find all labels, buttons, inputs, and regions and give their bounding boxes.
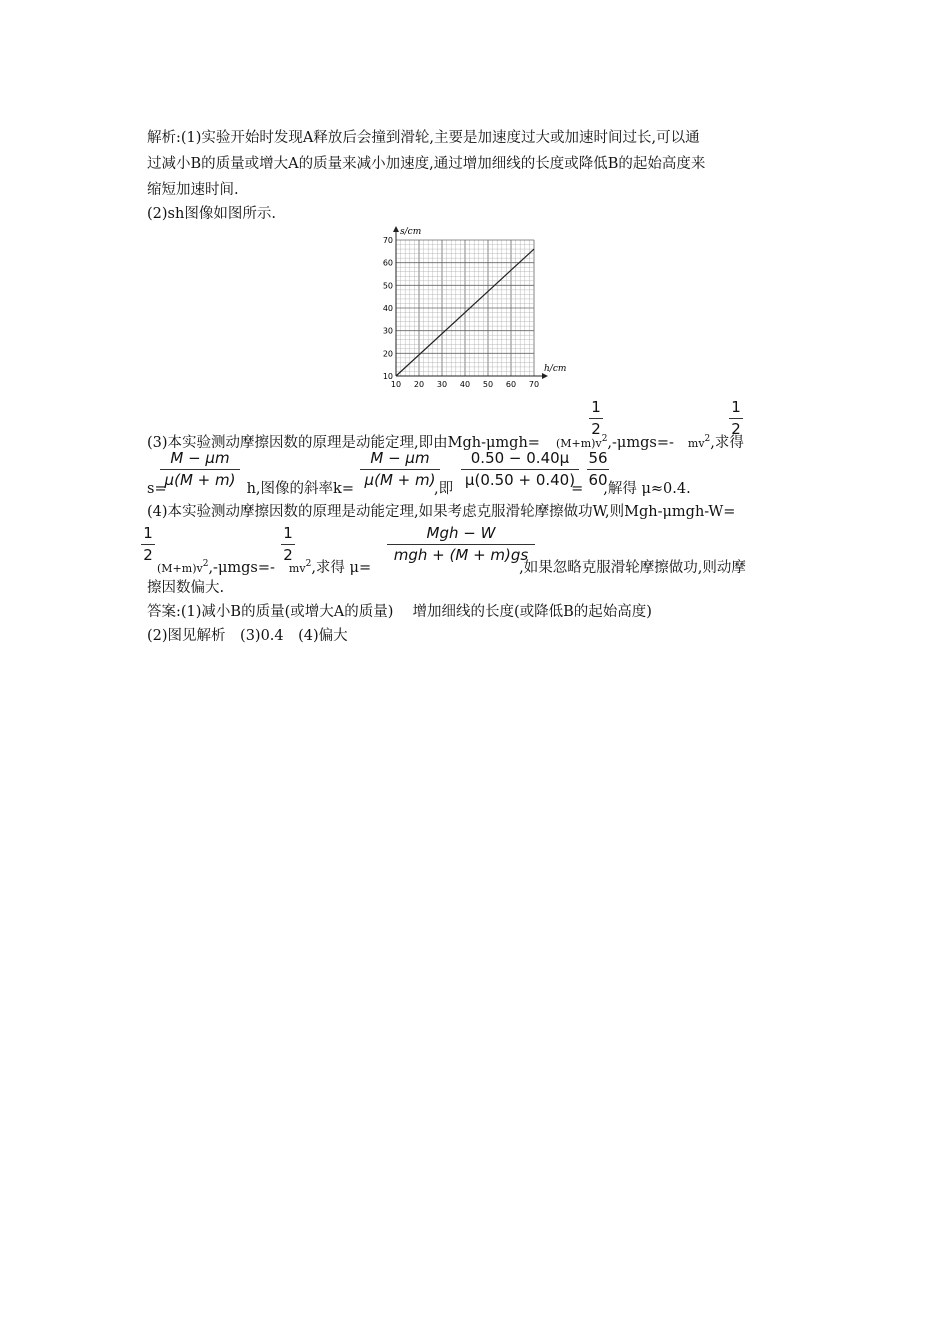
x-tick-label: 20	[413, 380, 425, 389]
analysis-line-4: (2)sh图像如图所示.	[147, 206, 276, 222]
y-tick-label: 10	[382, 372, 393, 381]
x-tick-label: 40	[459, 380, 471, 389]
y-tick-label: 20	[382, 349, 393, 359]
analysis-line-8: $(M+m)v^2,-\mu mgs=-$ $mv^2$,求得 μ= ,如果忽略克服滑轮摩擦做功,则动摩	[157, 559, 746, 576]
y-tick-label: 40	[382, 304, 393, 313]
fraction-numeric: $\frac{0.50 - 0.40\mu}{\mu(0.50 + 0.40)}$	[461, 449, 579, 489]
analysis-line-5: (3)本实验测动摩擦因数的原理是动能定理,即由$Mgh-\mu mgh= (M+m)v^2,-\mu mgs=-$ $mv^2$,求得	[147, 434, 744, 451]
y-tick-label: 50	[382, 281, 393, 291]
fraction-half-1: $\frac{1}{2}$	[589, 398, 603, 438]
analysis-line-9: 擦因数偏大.	[147, 580, 225, 596]
x-tick-label: 60	[505, 380, 517, 389]
fraction-half-4: $\frac{1}{2}$	[281, 524, 295, 564]
analysis-line-2: 过减小B的质量或增大A的质量来减小加速度,通过增加细线的长度或降低B的起始高度来	[147, 156, 706, 172]
fraction-slope-k: $\frac{M - \mu m}{\mu(M + m)}$	[360, 449, 440, 489]
answer-line-2: (2)图见解析 (3)0.4 (4)偏大	[147, 628, 348, 644]
analysis-line-1: 解析:(1)实验开始时发现A释放后会撞到滑轮,主要是加速度过大或加速时间过长,可以通	[147, 130, 700, 146]
analysis-line-7: (4)本实验测动摩擦因数的原理是动能定理,如果考虑克服滑轮摩擦做功W,则Mgh-μmgh-W=	[147, 504, 736, 520]
analysis-line-6: s= h,图像的斜率k= ,即 = ,解得 μ≈0.4.	[147, 481, 691, 497]
y-tick-label: 60	[382, 258, 393, 268]
y-axis-arrow	[393, 226, 399, 232]
x-tick-label: 70	[528, 380, 540, 389]
fraction-half-2: $\frac{1}{2}$	[729, 398, 743, 438]
fraction-56-60: $\frac{56}{60}$	[588, 449, 608, 489]
y-axis-label: s/cm	[400, 227, 422, 237]
fraction-s-expression: $\frac{M - \mu m}{\mu(M + m)}$	[160, 449, 240, 489]
fraction-mu: Mgh − W mgh + (M + m)gs	[387, 524, 535, 564]
s-h-graph	[372, 222, 572, 392]
y-tick-label: 30	[382, 326, 393, 336]
x-tick-label: 50	[482, 380, 494, 389]
x-axis-label: h/cm	[544, 364, 567, 374]
analysis-line-3: 缩短加速时间.	[147, 182, 239, 198]
y-tick-label: 70	[382, 236, 393, 245]
fraction-half-3: $\frac{1}{2}$	[141, 524, 155, 564]
x-tick-label: 10	[390, 380, 402, 389]
x-tick-label: 30	[436, 380, 448, 389]
answer-line-1: 答案:(1)减小B的质量(或增大A的质量) 增加细线的长度(或降低B的起始高度)	[147, 604, 652, 620]
graph-grid	[396, 240, 534, 376]
